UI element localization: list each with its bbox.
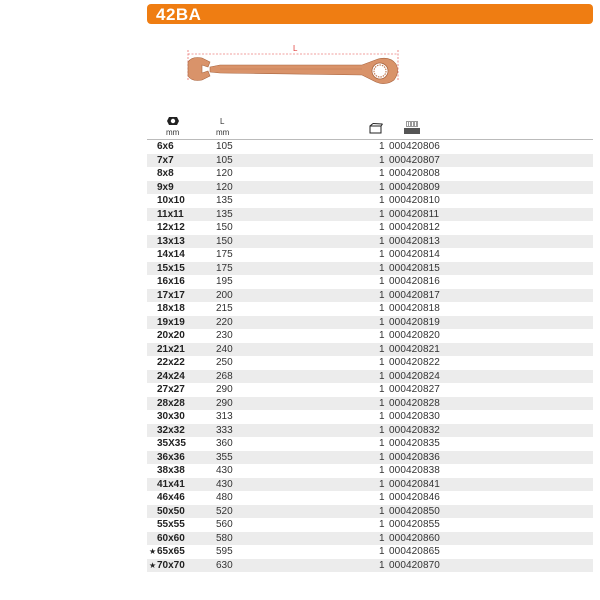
row-item-code: 000420813 [389, 235, 440, 247]
row-quantity: 1 [379, 195, 385, 206]
row-quantity: 1 [379, 154, 385, 166]
row-quantity: 1 [379, 343, 385, 355]
row-size: 16x16 [157, 276, 185, 287]
row-star-marker: ★ [149, 560, 157, 570]
row-quantity: 1 [379, 424, 385, 436]
table-row [147, 397, 593, 411]
table-row [147, 181, 593, 195]
row-item-code: 000420810 [389, 195, 440, 206]
row-length: 580 [216, 532, 233, 544]
row-item-code: 000420855 [389, 519, 440, 530]
row-length: 360 [216, 438, 233, 449]
row-size: 20x20 [157, 330, 185, 341]
table-row [147, 464, 593, 478]
row-item-code: 000420820 [389, 330, 440, 341]
row-quantity: 1 [379, 276, 385, 287]
row-size: 41x41 [157, 478, 185, 490]
row-quantity: 1 [379, 519, 385, 530]
row-size: 30x30 [157, 411, 185, 422]
product-table [147, 140, 593, 572]
row-length: 268 [216, 370, 233, 382]
row-size: 21x21 [157, 343, 185, 355]
row-length: 135 [216, 195, 233, 206]
row-size: 24x24 [157, 370, 185, 382]
row-length: 595 [216, 546, 233, 557]
table-row [147, 356, 593, 370]
row-quantity: 1 [379, 532, 385, 544]
table-row [147, 545, 593, 559]
row-length: 120 [216, 181, 233, 193]
dimension-label: L [293, 44, 298, 53]
row-length: 215 [216, 303, 233, 314]
row-size: 15x15 [157, 262, 185, 274]
table-row [147, 289, 593, 303]
row-length: 290 [216, 397, 233, 409]
row-size: 13x13 [157, 235, 185, 247]
row-length: 333 [216, 424, 233, 436]
row-length: 200 [216, 289, 233, 301]
wrench-illustration [176, 40, 406, 100]
column-headers [0, 116, 600, 140]
table-row [147, 370, 593, 384]
title-bar [147, 4, 593, 24]
table-row [147, 410, 593, 424]
table-row [147, 248, 593, 262]
row-item-code: 000420807 [389, 154, 440, 166]
row-length: 240 [216, 343, 233, 355]
row-quantity: 1 [379, 451, 385, 463]
row-quantity: 1 [379, 357, 385, 368]
row-item-code: 000420865 [389, 546, 440, 557]
row-item-code: 000420812 [389, 222, 440, 233]
row-quantity: 1 [379, 384, 385, 395]
row-item-code: 000420824 [389, 370, 440, 382]
row-length: 175 [216, 262, 233, 274]
row-size: 36x36 [157, 451, 185, 463]
product-code-title: 42BA [156, 5, 202, 24]
row-quantity: 1 [379, 492, 385, 503]
row-item-code: 000420841 [389, 478, 440, 490]
row-item-code: 000420835 [389, 438, 440, 449]
row-length: 105 [216, 154, 233, 166]
table-row [147, 424, 593, 438]
row-quantity: 1 [379, 559, 385, 571]
table-row [147, 518, 593, 532]
row-quantity: 1 [379, 289, 385, 301]
row-quantity: 1 [379, 168, 385, 179]
row-item-code: 000420828 [389, 397, 440, 409]
size-unit: mm [166, 128, 180, 137]
row-item-code: 000420850 [389, 505, 440, 517]
row-length: 135 [216, 208, 233, 220]
row-quantity: 1 [379, 370, 385, 382]
barcode-icon [404, 121, 420, 135]
row-item-code: 000420830 [389, 411, 440, 422]
row-quantity: 1 [379, 438, 385, 449]
table-row [147, 437, 593, 451]
table-row [147, 194, 593, 208]
row-size: 9x9 [157, 181, 174, 193]
table-row [147, 208, 593, 222]
row-length: 150 [216, 222, 233, 233]
row-item-code: 000420860 [389, 532, 440, 544]
table-row [147, 329, 593, 343]
row-quantity: 1 [379, 222, 385, 233]
table-row [147, 316, 593, 330]
row-quantity: 1 [379, 465, 385, 476]
row-item-code: 000420821 [389, 343, 440, 355]
row-item-code: 000420870 [389, 559, 440, 571]
table-row [147, 140, 593, 154]
row-item-code: 000420809 [389, 181, 440, 193]
row-length: 175 [216, 249, 233, 260]
row-item-code: 000420816 [389, 276, 440, 287]
row-item-code: 000420819 [389, 316, 440, 328]
row-size: 11x11 [157, 208, 184, 220]
row-item-code: 000420827 [389, 384, 440, 395]
table-row [147, 383, 593, 397]
row-length: 120 [216, 168, 233, 179]
row-size: 8x8 [157, 168, 174, 179]
row-quantity: 1 [379, 303, 385, 314]
row-length: 560 [216, 519, 233, 530]
row-star-marker: ★ [149, 547, 157, 556]
table-row [147, 451, 593, 465]
row-quantity: 1 [379, 505, 385, 517]
row-length: 480 [216, 492, 233, 503]
row-item-code: 000420836 [389, 451, 440, 463]
table-row [147, 221, 593, 235]
row-quantity: 1 [379, 316, 385, 328]
row-quantity: 1 [379, 397, 385, 409]
table-row [147, 167, 593, 181]
row-length: 630 [216, 559, 233, 571]
row-item-code: 000420832 [389, 424, 440, 436]
row-quantity: 1 [379, 249, 385, 260]
row-item-code: 000420822 [389, 357, 440, 368]
row-size: 27x27 [157, 384, 185, 395]
wrench-body [188, 58, 398, 84]
length-label: L [220, 117, 225, 126]
row-length: 313 [216, 411, 233, 422]
table-row [147, 532, 593, 546]
row-item-code: 000420818 [389, 303, 440, 314]
table-row [147, 478, 593, 492]
table-row [147, 343, 593, 357]
row-size: 22x22 [157, 357, 185, 368]
row-size: 14x14 [157, 249, 185, 260]
row-quantity: 1 [379, 262, 385, 274]
row-length: 520 [216, 505, 233, 517]
row-length: 430 [216, 478, 233, 490]
table-row [147, 275, 593, 289]
row-size: 38x38 [157, 465, 185, 476]
row-size: 10x10 [157, 195, 185, 206]
row-quantity: 1 [379, 330, 385, 341]
row-length: 355 [216, 451, 233, 463]
row-quantity: 1 [379, 478, 385, 490]
row-size: 65x65 [157, 546, 185, 557]
row-length: 105 [216, 141, 233, 152]
row-size: 55x55 [157, 519, 185, 530]
table-row [147, 154, 593, 168]
row-quantity: 1 [379, 546, 385, 557]
row-length: 430 [216, 465, 233, 476]
row-size: 6x6 [157, 141, 174, 152]
row-length: 150 [216, 235, 233, 247]
row-item-code: 000420806 [389, 141, 440, 152]
row-length: 195 [216, 276, 233, 287]
row-size: 28x28 [157, 397, 185, 409]
row-size: 60x60 [157, 532, 185, 544]
table-row [147, 559, 593, 573]
row-item-code: 000420817 [389, 289, 440, 301]
row-item-code: 000420811 [389, 208, 440, 220]
row-size: 50x50 [157, 505, 185, 517]
row-length: 290 [216, 384, 233, 395]
row-item-code: 000420846 [389, 492, 440, 503]
row-size: 17x17 [157, 289, 185, 301]
package-icon [369, 123, 383, 135]
table-row [147, 262, 593, 276]
row-length: 230 [216, 330, 233, 341]
row-size: 18x18 [157, 303, 185, 314]
row-item-code: 000420814 [389, 249, 440, 260]
table-row [147, 302, 593, 316]
row-quantity: 1 [379, 181, 385, 193]
table-row [147, 491, 593, 505]
row-item-code: 000420838 [389, 465, 440, 476]
length-unit: mm [216, 128, 230, 137]
row-size: 35X35 [157, 438, 186, 449]
row-length: 220 [216, 316, 233, 328]
nut-icon [167, 116, 179, 126]
row-size: 70x70 [157, 559, 185, 571]
row-size: 12x12 [157, 222, 185, 233]
table-row [147, 235, 593, 249]
row-size: 32x32 [157, 424, 185, 436]
table-row [147, 505, 593, 519]
row-quantity: 1 [379, 411, 385, 422]
row-length: 250 [216, 357, 233, 368]
row-size: 19x19 [157, 316, 185, 328]
row-quantity: 1 [379, 235, 385, 247]
row-quantity: 1 [379, 208, 385, 220]
row-size: 46x46 [157, 492, 185, 503]
row-item-code: 000420808 [389, 168, 440, 179]
row-item-code: 000420815 [389, 262, 440, 274]
row-quantity: 1 [379, 141, 385, 152]
row-size: 7x7 [157, 154, 174, 166]
